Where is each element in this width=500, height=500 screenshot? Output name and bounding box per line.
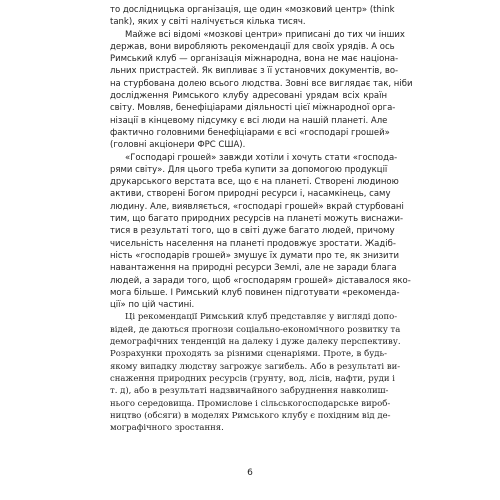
text-line: снаження природних ресурсів (грунту, вод, лісів, нафти, руди і: [110, 373, 395, 384]
text-line: відей, де даються прогнози соціально-економічного розвитку та: [110, 324, 401, 335]
text-line: чисельність населення на планеті продовжує зростати. Жадіб-: [110, 238, 396, 249]
text-line: льних пристрастей. Як випливає з її установчих документів, во-: [110, 66, 399, 77]
text-line: то дослідницька організація, ще один «мозковий центр» (think: [110, 5, 395, 15]
text-line: тися в результаті того, що в світі дуже багато людей, причому: [110, 226, 395, 237]
text-line: tank), яких у світі налічується кілька тисяч.: [110, 17, 306, 28]
text-line: дослідження Римського клубу адресовані урядам всіх країн: [110, 91, 387, 102]
text-line: ність «господарів грошей» змушує їх думати про те, як знизити: [110, 250, 400, 261]
text-line: активи, створені Богом природні ресурси і, насамкінець, саму: [110, 189, 391, 200]
text-line: нізації в кінцевому підсумку є всі люди на нашій планеті. Але: [110, 115, 388, 126]
text-line: якому випадку людству загрожує загибель. Або в результаті ви-: [110, 361, 401, 372]
text-line: Розрахунки проходять за різними сценаріями. Проте, в будь-: [110, 349, 387, 360]
text-line: світу. Мовляв, бенефіціарами діяльності цієї міжнародної орга-: [110, 103, 396, 114]
text-line: тим, що багато природних ресурсів на планеті можуть виснажи-: [110, 214, 404, 225]
text-line: мографічного зростання.: [110, 423, 224, 434]
text-line: «Господарі грошей» завжди хотіли і хочуть стати «господа-: [125, 152, 398, 163]
paragraph: [110, 311, 401, 434]
paragraph: [110, 29, 413, 152]
page-number: 6: [247, 468, 253, 478]
text-line: демографічних тенденцій на далеку і дуже далеку перспективу.: [110, 337, 401, 348]
text-line: людину. Але, виявляється, «господарі грошей» вкрай стурбовані: [110, 201, 404, 212]
text-line: друкарського верстата все, що є на планеті. Створені людиною: [110, 177, 399, 188]
text-line: ництво (обсяги) в моделях Римського клубу є похідним від де-: [110, 410, 391, 421]
text-line: т. д), або в результаті надзвичайного забруднення навколиш-: [110, 386, 389, 397]
paragraph: [110, 4, 395, 29]
text-line: ції» по цій частині.: [110, 300, 195, 311]
text-line: нього середовища. Промислове і сільськогосподарське вироб-: [110, 398, 391, 409]
text-line: мога більше. І Римський клуб повинен підготувати «рекоменда-: [110, 287, 400, 298]
text-line: (головні акціонери ФРС США).: [110, 140, 246, 151]
text-line: фактично головними бенефіціарами є всі «господарі грошей»: [110, 127, 390, 138]
text-line: людей, а заради того, щоб «господарям грошей» діставалося яко-: [110, 275, 411, 286]
text-line: на стурбована долею всього людства. Зовні все виглядає так, ніби: [110, 78, 413, 89]
text-line: Майже всі відомі «мозкові центри» приписані до тих чи інших: [125, 29, 405, 40]
text-line: Ці рекомендації Римський клуб представляє у вигляді допо-: [125, 312, 398, 323]
paragraph: [110, 152, 411, 312]
text-line: Римський клуб — організація міжнародна, вона не має націона-: [110, 54, 399, 65]
text-line: держав, вони виробляють рекомендації для своїх урядів. А ось: [110, 41, 395, 52]
body-text: [110, 4, 413, 434]
text-line: навантаження на природні ресурси Землі, але не заради блага: [110, 263, 397, 274]
text-line: рями світу». Для цього треба купити за допомогою продукції: [110, 164, 388, 175]
